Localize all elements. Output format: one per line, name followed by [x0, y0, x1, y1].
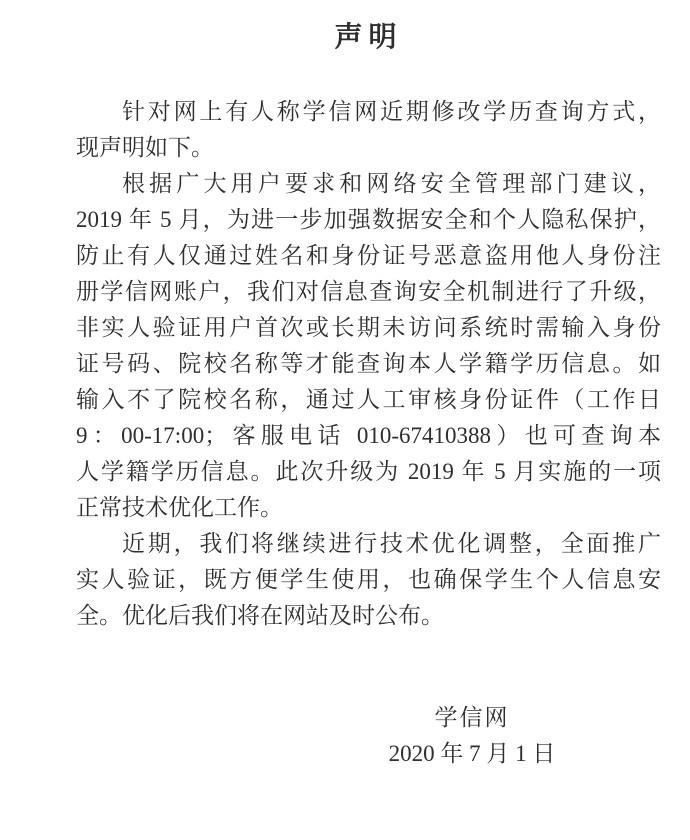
body-line: 根据广大用户要求和网络安全管理部门建议， [122, 171, 661, 196]
signature-block [357, 700, 587, 772]
signature-date: 2020 年 7 月 1 日 [388, 741, 556, 766]
signature-name: 学信网 [434, 705, 510, 730]
body-line: 实人验证，既方便学生使用，也确保学生个人信息安 [76, 567, 661, 592]
body-line: 现声明如下。 [76, 135, 214, 160]
body-line: 非实人验证用户首次或长期未访问系统时需输入身份 [76, 315, 661, 340]
body-line: 输入不了院校名称，通过人工审核身份证件（工作日 [76, 387, 661, 412]
body-line: 9：00-17:00；客服电话 010-67410388）也可查询本 [76, 423, 661, 448]
body-line: 证号码、院校名称等才能查询本人学籍学历信息。如 [76, 351, 661, 376]
body-line: 近期，我们将继续进行技术优化调整，全面推广 [122, 531, 661, 556]
body-line: 册学信网账户，我们对信息查询安全机制进行了升级， [76, 279, 661, 304]
body-line: 全。优化后我们将在网站及时公布。 [76, 603, 444, 628]
body-line: 防止有人仅通过姓名和身份证号恶意盗用他人身份注 [76, 243, 661, 268]
body-line: 2019 年 5 月，为进一步加强数据安全和个人隐私保护， [76, 207, 661, 232]
body-line: 人学籍学历信息。此次升级为 2019 年 5 月实施的一项 [76, 459, 661, 484]
document-body [76, 94, 661, 634]
body-line: 针对网上有人称学信网近期修改学历查询方式， [122, 99, 661, 124]
body-line: 正常技术优化工作。 [76, 495, 283, 520]
document-title: 声明 [334, 22, 403, 53]
